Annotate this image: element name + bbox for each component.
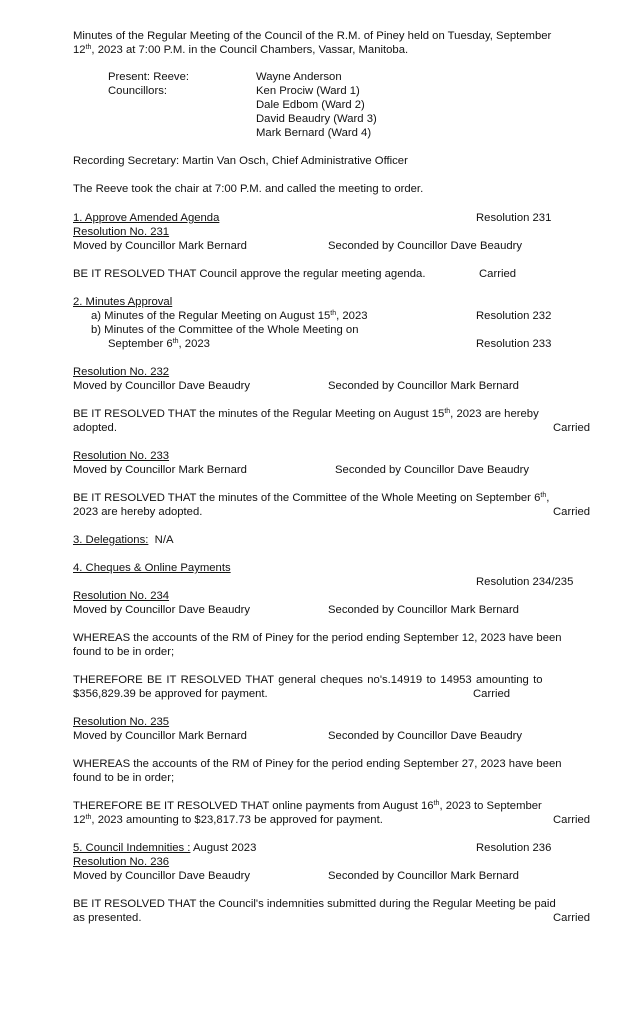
resolution-232-number: Resolution No. 232 [73,366,170,378]
resolution-236-number: Resolution No. 236 [73,856,170,868]
reeve-name: Wayne Anderson [256,71,342,83]
resolution-235-therefore-line-2: 12th, 2023 amounting to $23,817.73 be approved for payment. [73,814,383,826]
resolution-236-seconded: Seconded by Councillor Mark Bernard [328,870,519,882]
resolution-234-moved: Moved by Councillor Dave Beaudry [73,604,251,616]
resolution-232-status: Carried [553,422,591,434]
councillors-label: Councillors: [108,85,168,97]
resolution-231-moved: Moved by Councillor Mark Bernard [73,240,247,252]
resolution-236-status: Carried [553,912,591,924]
resolution-235-moved: Moved by Councillor Mark Bernard [73,730,247,742]
resolution-234-therefore-line-1: THEREFORE BE IT RESOLVED THAT general cheques no's.14919 to 14953 amounting to [73,674,543,686]
minutes-item-b-ref: Resolution 233 [476,338,552,350]
minutes-item-b-line-1: b) Minutes of the Committee of the Whole Meeting on [91,324,359,336]
resolution-233-number: Resolution No. 233 [73,450,170,462]
section-1-resolution-ref: Resolution 231 [476,212,552,224]
resolution-233-seconded: Seconded by Councillor Dave Beaudry [335,464,530,476]
resolution-235-therefore-line-1: THEREFORE BE IT RESOLVED THAT online payments from August 16th, 2023 to September [73,800,542,812]
recording-secretary: Recording Secretary: Martin Van Osch, Chief Administrative Officer [73,155,408,167]
resolution-234-therefore-line-2: $356,829.39 be approved for payment. [73,688,268,700]
resolution-235-whereas-line-1: WHEREAS the accounts of the RM of Piney for the period ending September 27, 2023 have been [73,758,562,770]
section-2-title: 2. Minutes Approval [73,296,173,308]
resolution-236-text-line-1: BE IT RESOLVED THAT the Council's indemnities submitted during the Regular Meeting be paid [73,898,556,910]
resolution-236-text-line-2: as presented. [73,912,142,924]
resolution-231-text: BE IT RESOLVED THAT Council approve the regular meeting agenda. [73,268,426,280]
resolution-235-number: Resolution No. 235 [73,716,170,728]
resolution-231-seconded: Seconded by Councillor Dave Beaudry [328,240,523,252]
intro-line-1: Minutes of the Regular Meeting of the Council of the R.M. of Piney held on Tuesday, September [73,30,552,42]
section-4-resolution-ref: Resolution 234/235 [476,576,574,588]
section-1-title: 1. Approve Amended Agenda [73,212,220,224]
resolution-233-text-line-2: 2023 are hereby adopted. [73,506,203,518]
councillor-1: Ken Prociw (Ward 1) [256,85,360,97]
resolution-231-status: Carried [479,268,517,280]
resolution-235-whereas-line-2: found to be in order; [73,772,175,784]
councillor-4: Mark Bernard (Ward 4) [256,127,372,139]
resolution-234-whereas-line-1: WHEREAS the accounts of the RM of Piney for the period ending September 12, 2023 have been [73,632,562,644]
call-to-order: The Reeve took the chair at 7:00 P.M. and called the meeting to order. [73,183,424,195]
resolution-232-text-line-2: adopted. [73,422,117,434]
resolution-233-status: Carried [553,506,591,518]
resolution-235-seconded: Seconded by Councillor Dave Beaudry [328,730,523,742]
intro-line-2: 12th, 2023 at 7:00 P.M. in the Council Chambers, Vassar, Manitoba. [73,44,409,56]
section-3: 3. Delegations: N/A [73,534,174,546]
resolution-232-moved: Moved by Councillor Dave Beaudry [73,380,251,392]
resolution-233-moved: Moved by Councillor Mark Bernard [73,464,247,476]
resolution-235-status: Carried [553,814,591,826]
resolution-231-number: Resolution No. 231 [73,226,170,238]
resolution-234-status: Carried [473,688,511,700]
minutes-item-a: a) Minutes of the Regular Meeting on August 15th, 2023 [91,310,368,322]
minutes-item-b-line-2: September 6th, 2023 [108,338,210,350]
resolution-232-text-line-1: BE IT RESOLVED THAT the minutes of the Regular Meeting on August 15th, 2023 are hereby [73,408,539,420]
section-5-resolution-ref: Resolution 236 [476,842,552,854]
section-5-title: 5. Council Indemnities : August 2023 [73,842,257,854]
resolution-236-moved: Moved by Councillor Dave Beaudry [73,870,251,882]
councillor-3: David Beaudry (Ward 3) [256,113,377,125]
minutes-item-a-ref: Resolution 232 [476,310,552,322]
section-4-title: 4. Cheques & Online Payments [73,562,231,574]
resolution-234-seconded: Seconded by Councillor Mark Bernard [328,604,519,616]
resolution-232-seconded: Seconded by Councillor Mark Bernard [328,380,519,392]
present-label: Present: Reeve: [108,71,190,83]
resolution-234-number: Resolution No. 234 [73,590,170,602]
councillor-2: Dale Edbom (Ward 2) [256,99,365,111]
resolution-234-whereas-line-2: found to be in order; [73,646,175,658]
resolution-233-text-line-1: BE IT RESOLVED THAT the minutes of the Committee of the Whole Meeting on September 6th, [73,492,550,504]
